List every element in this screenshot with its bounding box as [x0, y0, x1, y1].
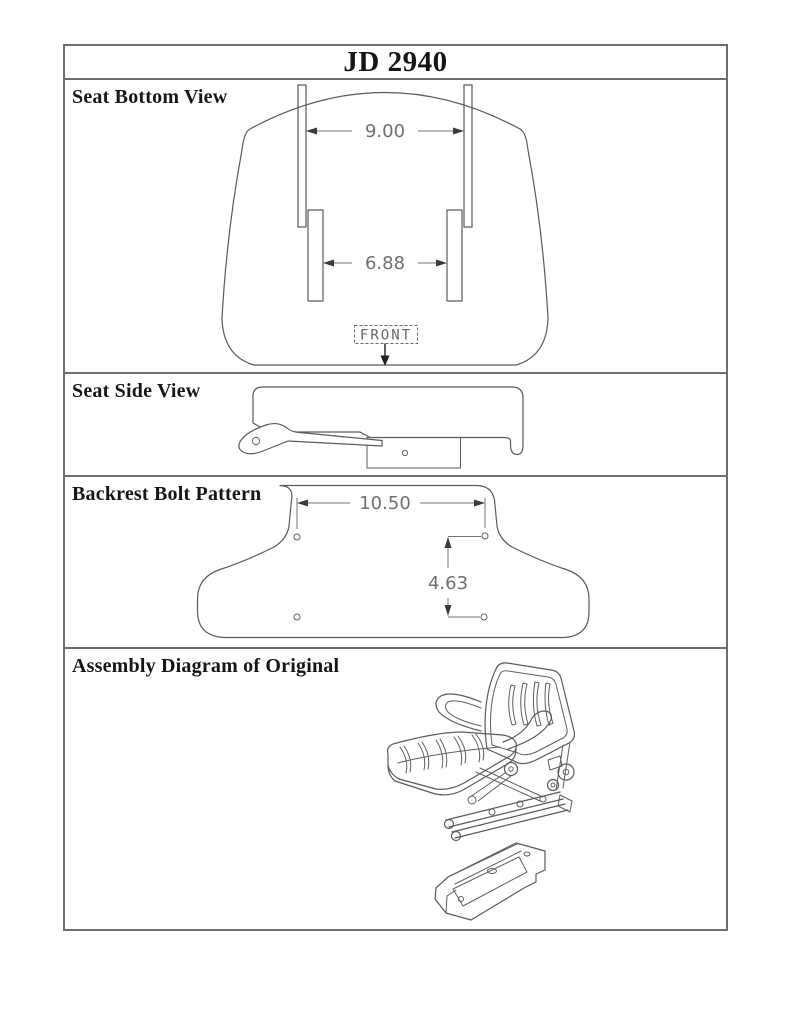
dimension-label-inner-span: 6.88	[364, 253, 406, 274]
section-heading-backrest-bolt-pattern: Backrest Bolt Pattern	[72, 483, 262, 505]
base-bracket	[435, 843, 545, 920]
section-backrest-bolt-pattern	[65, 477, 726, 649]
section-heading-seat-side-view: Seat Side View	[72, 380, 201, 402]
seat-backrest	[485, 663, 574, 764]
section-seat-side-view	[65, 374, 726, 477]
dimension-label-hole-width: 10.50	[359, 493, 411, 514]
section-seat-bottom-view	[65, 80, 726, 374]
dimension-1050	[297, 493, 485, 529]
dimension-688	[323, 253, 447, 274]
spec-sheet-table	[63, 44, 728, 931]
slide-rails	[445, 792, 573, 841]
dimension-label-rail-span: 9.00	[364, 121, 406, 142]
front-direction-marker	[355, 326, 418, 367]
assembly-diagram	[65, 649, 726, 929]
section-heading-seat-bottom-view: Seat Bottom View	[72, 86, 228, 108]
front-label: FRONT	[359, 327, 413, 344]
section-assembly-diagram	[65, 649, 726, 929]
seat-armrests	[436, 694, 551, 749]
title-row	[65, 46, 726, 80]
dimension-900	[306, 121, 464, 142]
seat-side-profile	[253, 387, 523, 468]
section-heading-assembly-diagram: Assembly Diagram of Original	[72, 655, 340, 677]
seat-bottom-view-diagram	[65, 80, 726, 372]
page-title: JD 2940	[343, 45, 448, 78]
dimension-label-hole-height: 4.63	[427, 573, 469, 594]
seat-cushion	[388, 732, 517, 795]
dimension-463	[428, 537, 481, 618]
seat-side-lever	[239, 424, 382, 454]
